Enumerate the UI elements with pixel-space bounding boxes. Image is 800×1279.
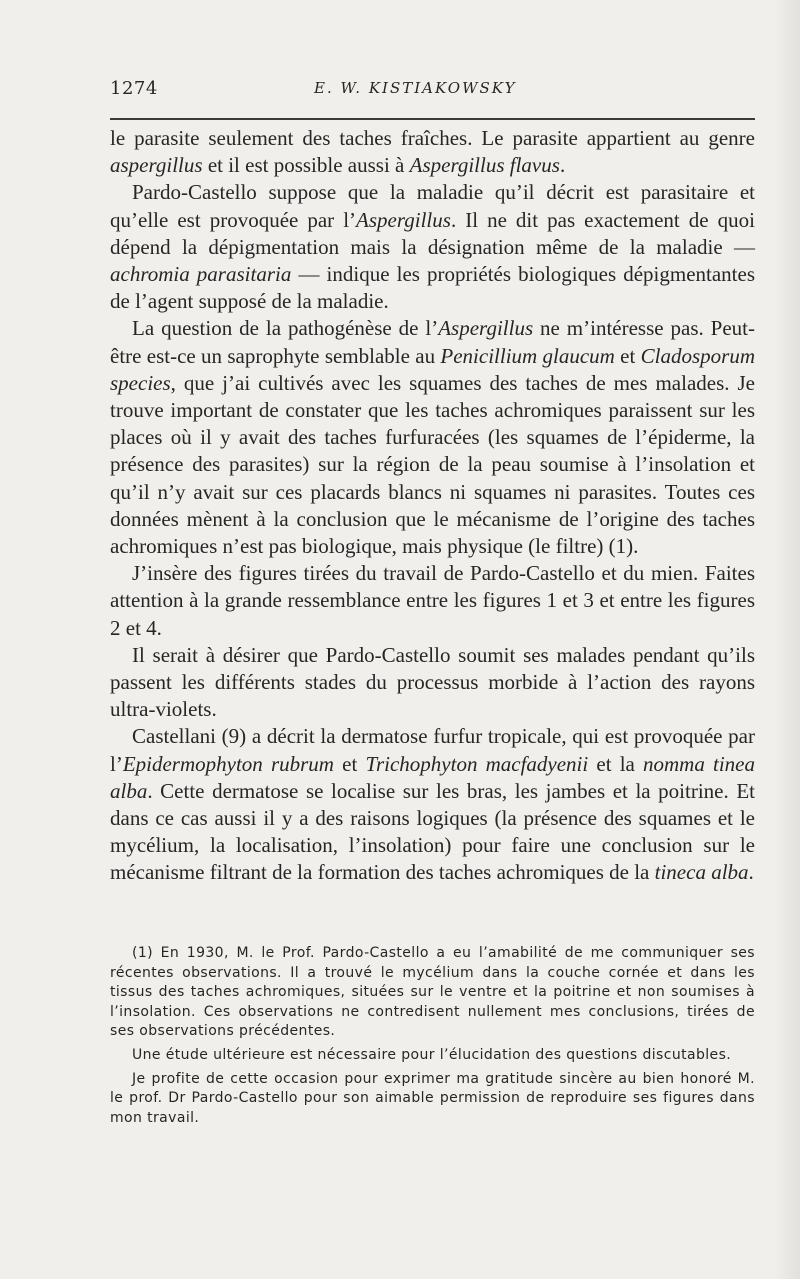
species-name: Penicillium glaucum — [440, 343, 615, 368]
paragraph-1 — [110, 125, 755, 179]
running-head — [110, 78, 755, 108]
header-rule — [110, 118, 755, 120]
text-run: Pardo-Castello suppose que la maladie qu’il décrit est parasitaire et qu’elle est provoquée par l’ — [110, 180, 755, 232]
disease-name: nomma tinea alba — [110, 751, 755, 803]
text-run: et — [333, 751, 366, 776]
text-run: . — [559, 153, 566, 178]
paragraph-2 — [110, 179, 755, 315]
text-run: Castellani (9) a décrit la dermatose furfur tropicale, qui est provoquée par l’ — [110, 724, 755, 776]
paragraph-6 — [110, 723, 755, 886]
species-name: Aspergillus flavus — [409, 153, 560, 178]
text-run: et la — [588, 751, 644, 776]
running-title: E. W. KISTIAKOWSKY — [314, 79, 517, 97]
text-run: . Cette dermatose se localise sur les bras, les jambes et la poitrine. Et dans ce cas aussi il y a des raisons logiques (la présence des squames et le mycélium, la localisation, l’insolation) pour faire une conclusion sur le mécanisme filtrant de la formation des taches achromiques de la — [110, 778, 755, 885]
text-run: — indique les propriétés biologiques dépigmentantes de l’agent supposé de la maladie. — [110, 262, 756, 314]
page-edge-shadow — [774, 0, 800, 1279]
footnote-1-acknowledgement: Je profite de cette occasion pour exprimer ma gratitude sincère au bien honoré M. le prof. Dr Pardo-Castello pour son aimable permission de reproduire ses figures dans mon travail. — [110, 1070, 755, 1126]
text-run: La question de la pathogénèse de l’ — [132, 316, 439, 341]
text-run: le parasite seulement des taches fraîches. Le parasite appartient au genre — [110, 126, 755, 150]
body-text — [110, 125, 755, 887]
paragraph-5: Il serait à désirer que Pardo-Castello soumit ses malades pendant qu’ils passent les différents stades du processus morbide à l’action des rayons ultra-violets. — [110, 642, 755, 722]
text-run: , que j’ai cultivés avec les squames des taches de mes malades. Je trouve important de constater que les taches achromiques paraissent sur les places où il y avait des taches furfuracées (les squames de l’épiderme, la présence des parasites) sur la région de la peau soumise à l’insolation et qu’il n’y avait sur ces placards blancs ni squames ni parasites. Toutes ces données mènent à la conclusion que le mécanisme de l’origine des taches achromiques n’est pas biologique, mais physique (le filtre) (1). — [110, 370, 755, 559]
page-number: 1274 — [110, 78, 158, 99]
footnote-1-continued: Une étude ultérieure est nécessaire pour l’élucidation des questions discutables. — [132, 1046, 732, 1063]
footnote-1: (1) En 1930, M. le Prof. Pardo-Castello a eu l’amabilité de me communiquer ses récentes observations. Il a trouvé le mycélium dans la couche cornée et dans les tissus des taches achromiques, situées sur le ventre et la poitrine et non soumises à l’insolation. Ces observations ne contredisent nullement mes conclusions, tirées de ses observations précédentes. — [110, 945, 755, 1040]
text-run: et il est possible aussi à — [202, 153, 410, 178]
paragraph-4: J’insère des figures tirées du travail de Pardo-Castello et du mien. Faites attention à la grande ressemblance entre les figures 1 et 3 et entre les figures 2 et 4. — [110, 561, 755, 640]
species-name: Trichophyton macfadyenii — [365, 751, 589, 776]
species-name: Epidermophyton rubrum — [122, 751, 334, 776]
species-name: Aspergillus — [356, 207, 451, 232]
paragraph-3 — [110, 315, 755, 560]
text-run: et — [614, 343, 641, 368]
species-name: aspergillus — [110, 153, 203, 178]
disease-name: achromia parasitaria — [110, 262, 292, 287]
disease-name: tineca alba — [654, 860, 749, 885]
species-name: Aspergillus — [438, 316, 534, 341]
text-run: . — [748, 860, 754, 885]
text-run: ne m’intéresse pas. Peut-être est-ce un saprophyte semblable au — [110, 316, 755, 368]
species-name: Cladosporum species — [110, 343, 755, 395]
footnotes — [110, 944, 755, 1132]
text-run: . Il ne dit pas exactement de quoi dépend la dépigmentation mais la désignation même de la maladie — — [110, 207, 755, 259]
